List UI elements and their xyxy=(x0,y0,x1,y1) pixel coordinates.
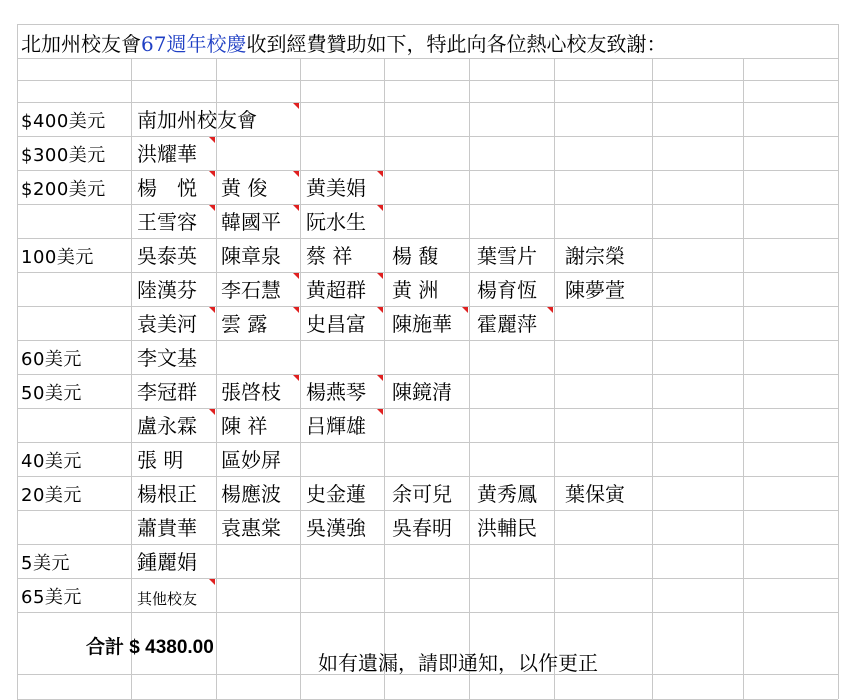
grid-row-line xyxy=(17,24,838,25)
donation-amount: 50美元 xyxy=(21,383,82,404)
grid-column-line xyxy=(743,58,744,699)
donor-name: 陳夢萱 xyxy=(565,278,625,302)
comment-indicator-icon[interactable] xyxy=(293,171,299,177)
donation-amount: 20美元 xyxy=(21,485,82,506)
comment-indicator-icon[interactable] xyxy=(209,171,215,177)
grid-row-line xyxy=(17,58,838,59)
donor-name: 黄 洲 xyxy=(392,278,439,302)
grid-column-line xyxy=(300,58,301,699)
comment-indicator-icon[interactable] xyxy=(293,307,299,313)
donor-name: 陳施華 xyxy=(392,312,452,336)
donor-name: 其他校友 xyxy=(137,590,198,608)
donor-name: 吳泰英 xyxy=(137,244,197,268)
comment-indicator-icon[interactable] xyxy=(377,409,383,415)
donor-name: 史金蓮 xyxy=(306,482,366,506)
comment-indicator-icon[interactable] xyxy=(547,307,553,313)
grid-column-line xyxy=(469,58,470,699)
donor-name: 陳 祥 xyxy=(221,414,268,438)
grid-row-line xyxy=(17,340,838,341)
donor-name: 南加州校友會 xyxy=(137,108,257,132)
comment-indicator-icon[interactable] xyxy=(209,137,215,143)
grid-row-line xyxy=(17,306,838,307)
grid-row-line xyxy=(17,238,838,239)
donor-name: 陸漢芬 xyxy=(137,278,197,302)
donation-amount: 65美元 xyxy=(21,587,82,608)
donor-name: 鍾麗娟 xyxy=(137,550,197,574)
title-part1: 北加州校友會 xyxy=(21,32,141,56)
comment-indicator-icon[interactable] xyxy=(377,307,383,313)
donor-name: 袁惠棠 xyxy=(221,516,281,540)
grid-row-line xyxy=(17,612,838,613)
total-amount: 合計 $ 4380.00 xyxy=(86,637,214,658)
grid-row-line xyxy=(17,544,838,545)
comment-indicator-icon[interactable] xyxy=(293,205,299,211)
comment-indicator-icon[interactable] xyxy=(209,205,215,211)
grid-row-line xyxy=(17,204,838,205)
donor-name: 黄超群 xyxy=(306,278,366,302)
donor-name: 蕭貴華 xyxy=(137,516,197,540)
donor-name: 楊 馥 xyxy=(392,244,439,268)
donation-amount: $200美元 xyxy=(21,179,106,200)
donor-name: 余可兒 xyxy=(392,482,452,506)
donation-amount: 40美元 xyxy=(21,451,82,472)
donor-name: 葉雪片 xyxy=(477,244,537,268)
donor-name: 楊育恆 xyxy=(477,278,537,302)
comment-indicator-icon[interactable] xyxy=(462,307,468,313)
grid-row-line xyxy=(17,272,838,273)
donor-name: 楊根正 xyxy=(137,482,197,506)
grid-row-line xyxy=(17,408,838,409)
grid-row-line xyxy=(17,578,838,579)
grid-column-line xyxy=(838,24,839,699)
donor-name: 霍麗萍 xyxy=(477,312,537,336)
donor-name: 區妙屏 xyxy=(221,448,281,472)
donor-name: 雲 露 xyxy=(221,312,268,336)
grid-row-line xyxy=(17,442,838,443)
donor-name: 阮水生 xyxy=(306,210,366,234)
comment-indicator-icon[interactable] xyxy=(209,307,215,313)
donation-amount: $400美元 xyxy=(21,111,106,132)
donor-name: 黄 俊 xyxy=(221,176,268,200)
grid-column-line xyxy=(131,58,132,699)
grid-column-line xyxy=(17,24,18,699)
comment-indicator-icon[interactable] xyxy=(377,273,383,279)
grid-row-line xyxy=(17,136,838,137)
donor-name: 韓國平 xyxy=(221,210,281,234)
comment-indicator-icon[interactable] xyxy=(377,375,383,381)
grid-column-line xyxy=(652,58,653,699)
donor-name: 葉保寅 xyxy=(565,482,625,506)
donor-name: 楊應波 xyxy=(221,482,281,506)
donor-name: 吳春明 xyxy=(392,516,452,540)
grid-column-line xyxy=(554,58,555,699)
donor-name: 陳章泉 xyxy=(221,244,281,268)
correction-note: 如有遺漏，請即通知，以作更正 xyxy=(318,651,598,675)
grid-column-line xyxy=(216,58,217,699)
comment-indicator-icon[interactable] xyxy=(293,273,299,279)
donor-name: 吳漢強 xyxy=(306,516,366,540)
comment-indicator-icon[interactable] xyxy=(209,579,215,585)
comment-indicator-icon[interactable] xyxy=(377,171,383,177)
comment-indicator-icon[interactable] xyxy=(293,375,299,381)
donor-name: 李石慧 xyxy=(221,278,281,302)
donation-amount: $300美元 xyxy=(21,145,106,166)
donation-amount: 60美元 xyxy=(21,349,82,370)
donor-name: 王雪容 xyxy=(137,210,197,234)
donor-name: 李冠群 xyxy=(137,380,197,404)
donor-name: 楊 悦 xyxy=(137,176,197,200)
donor-name: 洪耀華 xyxy=(137,142,197,166)
grid-row-line xyxy=(17,170,838,171)
donor-name: 楊燕琴 xyxy=(306,380,366,404)
donor-name: 吕輝雄 xyxy=(306,414,366,438)
donor-name: 袁美河 xyxy=(137,312,197,336)
donor-name: 黄美娟 xyxy=(306,176,366,200)
comment-indicator-icon[interactable] xyxy=(293,103,299,109)
title-highlight: 67週年校慶 xyxy=(141,32,247,56)
donation-amount: 5美元 xyxy=(21,553,70,574)
comment-indicator-icon[interactable] xyxy=(377,205,383,211)
donor-name: 蔡 祥 xyxy=(306,244,353,268)
donation-amount: 100美元 xyxy=(21,247,94,268)
donor-name: 洪輔民 xyxy=(477,516,537,540)
donor-name: 李文基 xyxy=(137,346,197,370)
grid-row-line xyxy=(17,374,838,375)
page-title xyxy=(21,32,666,56)
donor-name: 史昌富 xyxy=(306,312,366,336)
grid-column-line xyxy=(384,58,385,699)
grid-row-line xyxy=(17,102,838,103)
grid-row-line xyxy=(17,80,838,81)
donor-name: 張 明 xyxy=(137,448,184,472)
comment-indicator-icon[interactable] xyxy=(209,409,215,415)
donor-name: 黄秀鳳 xyxy=(477,482,537,506)
donor-name: 盧永霖 xyxy=(137,414,197,438)
donor-name: 陳鏡清 xyxy=(392,380,452,404)
grid-row-line xyxy=(17,476,838,477)
donor-name: 謝宗榮 xyxy=(565,244,625,268)
title-part2: 收到經費贊助如下，特此向各位熱心校友致謝： xyxy=(246,32,667,56)
donor-name: 張啓枝 xyxy=(221,380,281,404)
grid-row-line xyxy=(17,510,838,511)
